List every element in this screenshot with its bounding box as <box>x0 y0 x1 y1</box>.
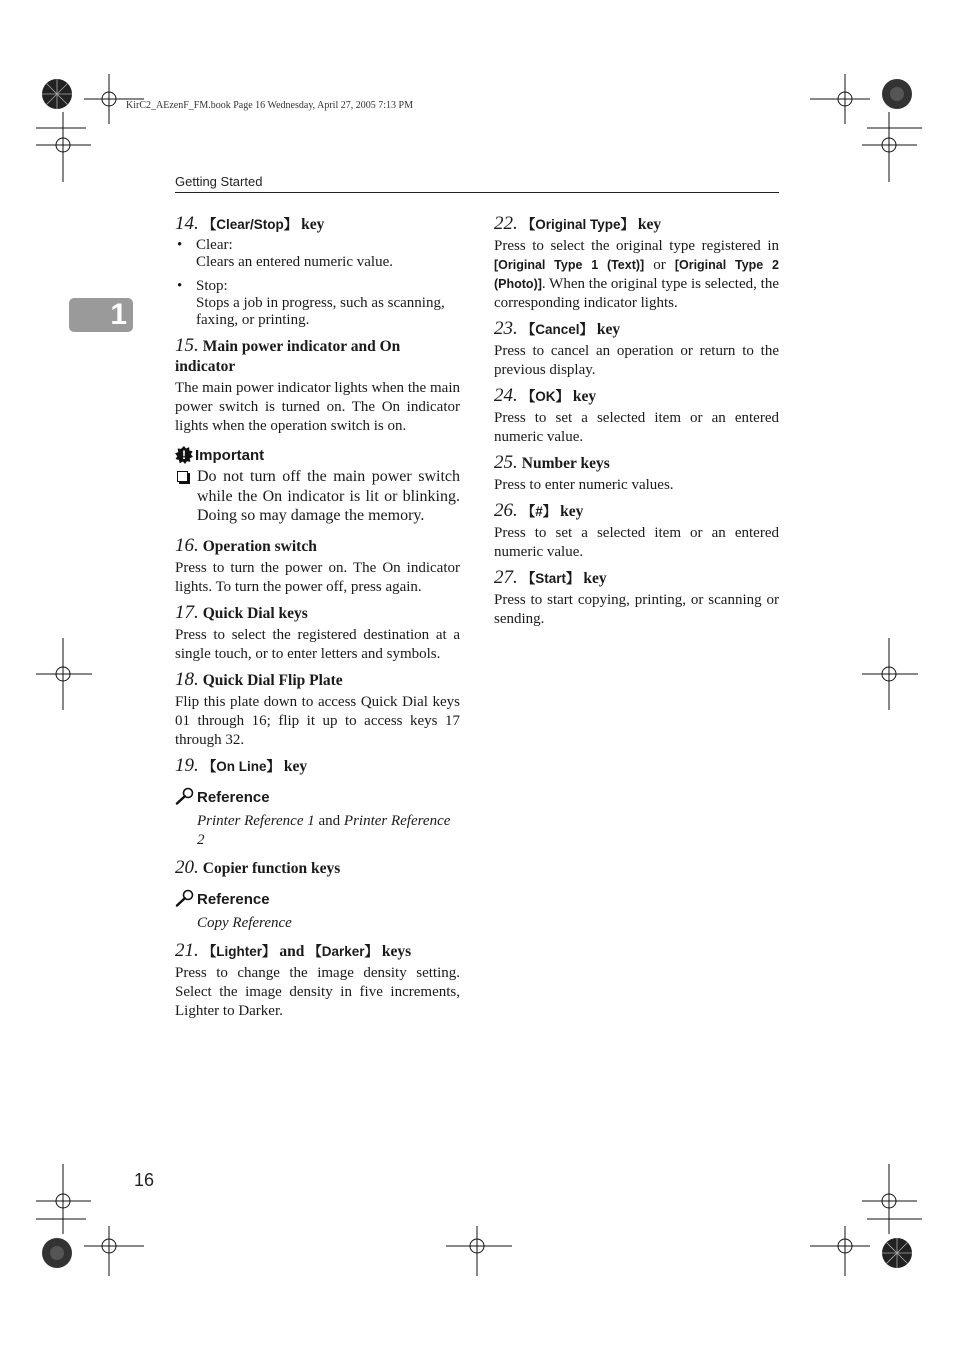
key-name: Start <box>535 571 567 586</box>
section-body: Press to cancel an operation or return to the previous display. <box>494 343 779 378</box>
section-heading: 16. Operation switch <box>175 534 317 556</box>
section-heading: 19. 【On Line】 key <box>175 754 308 776</box>
section-body: Press to enter numeric values. <box>494 477 674 493</box>
section-16 <box>175 536 460 597</box>
section-body: Press to change the image density setting. Select the image density in five increments, Lighter to Darker. <box>175 964 460 1019</box>
crop-mark-icon <box>810 1220 870 1276</box>
book-file-info: KirC2_AEzenF_FM.book Page 16 Wednesday, April 27, 2005 7:13 PM <box>126 100 413 111</box>
reference-magnifier-icon <box>175 889 195 911</box>
section-25 <box>494 453 779 495</box>
key-name: Lighter <box>216 943 262 959</box>
section-23 <box>494 319 779 380</box>
section-body: Press to select the registered destination at a single touch, or to enter letters and symbols. <box>175 626 460 662</box>
page-number: 16 <box>134 1170 155 1190</box>
crop-mark-icon <box>36 112 96 182</box>
reference-text: Copy Reference <box>197 914 292 931</box>
right-column <box>494 214 779 635</box>
reference-magnifier-icon <box>175 787 195 809</box>
section-heading: 24. 【OK】 key <box>494 385 597 406</box>
section-26 <box>494 501 779 562</box>
section-body: Press to select the original type registered in [Original Type 1 (Text)] or [Original Type 2 (Photo)]. When the original type is selected, the corresponding indicator lights. <box>494 238 779 311</box>
section-body: Press to set a selected item or an entered numeric value. <box>494 525 779 560</box>
section-18 <box>175 670 460 750</box>
section-heading: 15. Main power indicator and On indicator <box>175 335 401 375</box>
section-heading: 14. 【Clear/Stop】 key <box>175 213 325 234</box>
list-item: • Clear: Clears an entered numeric value. <box>175 237 460 271</box>
key-name: OK <box>535 389 556 404</box>
important-icon <box>175 446 193 464</box>
section-body: Press to start copying, printing, or scanning or sending. <box>494 592 779 627</box>
section-body: Press to set a selected item or an entered numeric value. <box>494 410 779 445</box>
crop-mark-icon <box>446 1220 512 1276</box>
crop-mark-icon <box>810 74 870 134</box>
running-head: Getting Started <box>175 174 263 189</box>
section-15 <box>175 336 460 526</box>
reference-heading: Reference <box>175 787 460 809</box>
section-24 <box>494 386 779 447</box>
list-item: • Stop: Stops a job in progress, such as scanning, faxing, or printing. <box>175 278 460 329</box>
section-heading: 25. Number keys <box>494 452 610 473</box>
reference-heading: Reference <box>175 889 460 911</box>
section-heading: 23. 【Cancel】 key <box>494 318 621 339</box>
crop-mark-icon <box>862 638 918 710</box>
reference-text: Printer Reference 1 and Printer Reference 2 <box>197 812 451 848</box>
section-body: The main power indicator lights when the main power switch is turned on. The On indicator lights when the operation switch is on. <box>175 380 460 434</box>
section-17 <box>175 603 460 664</box>
important-heading: ! Important <box>175 446 460 464</box>
section-22 <box>494 214 779 313</box>
section-14 <box>175 214 460 329</box>
registration-mark-icon <box>40 77 74 111</box>
chapter-tab: 1 <box>69 298 133 332</box>
registration-mark-icon <box>40 1236 74 1270</box>
section-19 <box>175 756 460 850</box>
registration-mark-icon <box>880 77 914 111</box>
left-column <box>175 214 460 1027</box>
section-27 <box>494 568 779 629</box>
section-heading: 22. 【Original Type】 key <box>494 213 662 234</box>
key-name: On Line <box>216 758 267 774</box>
section-20 <box>175 858 460 933</box>
section-body: Flip this plate down to access Quick Dial keys 01 through 16; flip it up to access keys 17 through 32. <box>175 693 460 748</box>
key-name: Cancel <box>535 322 580 337</box>
section-heading: 27. 【Start】 key <box>494 567 607 588</box>
checkbox-icon <box>177 471 188 482</box>
section-21 <box>175 941 460 1021</box>
important-note: Do not turn off the main power switch while the On indicator is lit or blinking. Doing so may damage the memory. <box>175 467 460 526</box>
section-heading: 17. Quick Dial keys <box>175 601 308 623</box>
key-name: # <box>535 504 543 519</box>
key-name: Darker <box>321 943 365 959</box>
section-heading: 20. Copier function keys <box>175 856 341 878</box>
key-name: Original Type <box>535 217 621 232</box>
key-name: Clear/Stop <box>216 217 284 232</box>
crop-mark-icon <box>36 638 92 710</box>
section-heading: 26. 【#】 key <box>494 500 584 521</box>
registration-mark-icon <box>880 1236 914 1270</box>
header-rule <box>175 192 779 193</box>
section-heading: 21. 【Lighter】 and 【Darker】 keys <box>175 939 412 961</box>
bullet-list <box>175 237 460 329</box>
section-heading: 18. Quick Dial Flip Plate <box>175 668 343 690</box>
crop-mark-icon <box>862 1164 922 1234</box>
section-body: Press to turn the power on. The On indicator lights. To turn the power off, press again. <box>175 559 460 595</box>
crop-mark-icon <box>84 1220 144 1276</box>
crop-mark-icon <box>862 112 922 182</box>
